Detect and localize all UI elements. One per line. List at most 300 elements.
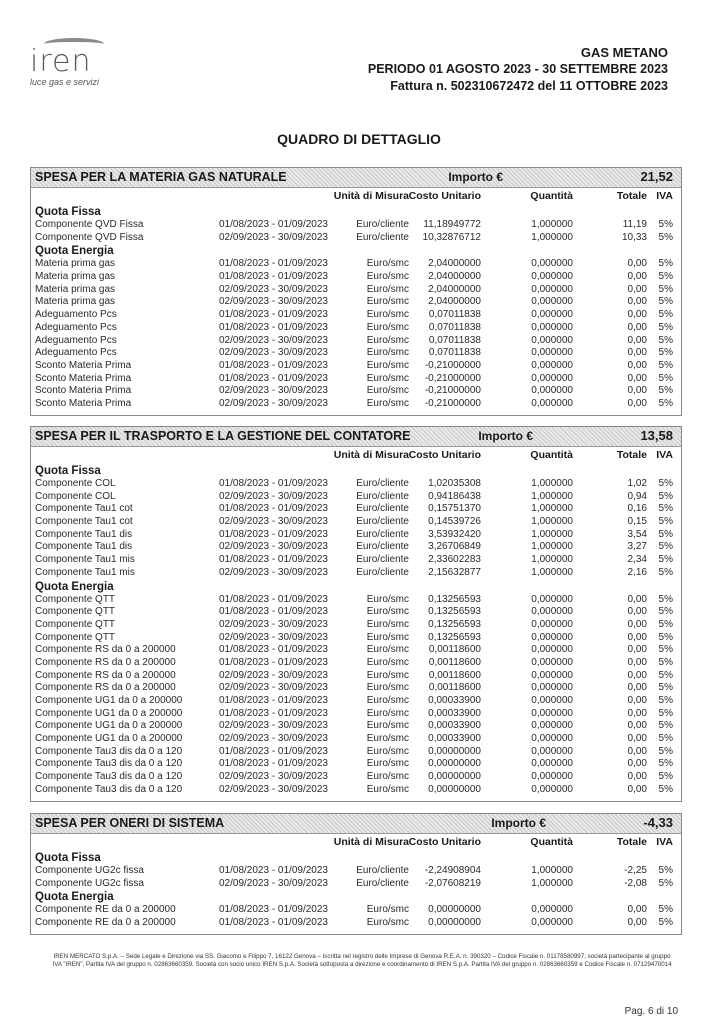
row-description: Componente UG2c fissa — [35, 877, 144, 889]
row-period: 01/08/2023 - 01/09/2023 — [219, 904, 328, 916]
product-name: GAS METANO — [580, 45, 668, 60]
row-period: 02/09/2023 - 30/09/2023 — [219, 283, 328, 295]
row-quantity: 0,000000 — [531, 296, 573, 308]
table-row — [31, 385, 681, 398]
row-vat: 5% — [658, 503, 673, 515]
column-headers — [31, 447, 681, 464]
row-unit: Euro/smc — [366, 745, 409, 757]
row-description: Materia prima gas — [35, 283, 116, 295]
row-unit-cost: 3,26706849 — [428, 541, 481, 553]
row-description: Adeguamento Pcs — [35, 309, 117, 321]
row-period: 01/08/2023 - 01/09/2023 — [219, 359, 328, 371]
section-header-bar — [31, 168, 681, 188]
row-quantity: 0,000000 — [531, 334, 573, 346]
section-oneri-sistema — [30, 813, 682, 935]
row-total: 0,00 — [627, 682, 647, 694]
row-unit: Euro/cliente — [356, 503, 409, 515]
row-vat: 5% — [658, 566, 673, 578]
row-unit: Euro/smc — [366, 682, 409, 694]
row-period: 01/08/2023 - 01/09/2023 — [219, 917, 328, 929]
section-title: SPESA PER ONERI DI SISTEMA — [35, 816, 225, 830]
row-description: Componente Tau1 cot — [35, 503, 133, 515]
row-vat: 5% — [658, 644, 673, 656]
table-row — [31, 373, 681, 386]
row-unit-cost: 0,94186438 — [428, 490, 481, 502]
row-unit: Euro/cliente — [356, 219, 409, 230]
row-total: -2,08 — [624, 877, 647, 889]
row-unit-cost: 0,15751370 — [428, 503, 481, 515]
table-row — [31, 733, 681, 746]
section-materia-gas — [30, 167, 682, 416]
row-quantity: 1,000000 — [531, 478, 573, 489]
row-total: 0,00 — [627, 606, 647, 618]
row-total: 0,00 — [627, 771, 647, 783]
row-vat: 5% — [658, 372, 673, 384]
row-period: 01/08/2023 - 01/09/2023 — [219, 644, 328, 656]
row-period: 01/08/2023 - 01/09/2023 — [219, 865, 328, 876]
row-unit: Euro/smc — [366, 656, 409, 668]
row-unit: Euro/smc — [366, 720, 409, 732]
row-quantity: 0,000000 — [531, 385, 573, 397]
row-total: 0,00 — [627, 283, 647, 295]
row-unit-cost: 0,00118600 — [428, 644, 481, 656]
row-unit: Euro/smc — [366, 669, 409, 681]
table-row — [31, 695, 681, 708]
row-vat: 5% — [658, 618, 673, 630]
row-vat: 5% — [658, 745, 673, 757]
row-period: 01/08/2023 - 01/09/2023 — [219, 758, 328, 770]
row-unit-cost: 2,04000000 — [428, 271, 481, 283]
row-quantity: 1,000000 — [531, 865, 573, 876]
column-header-cu: Costo Unitario — [408, 836, 481, 848]
row-vat: 5% — [658, 682, 673, 694]
row-period: 01/08/2023 - 01/09/2023 — [219, 554, 328, 566]
column-header-tot: Totale — [616, 836, 647, 848]
row-description: Componente RE da 0 a 200000 — [35, 917, 176, 929]
row-unit-cost: -0,21000000 — [424, 385, 481, 397]
row-unit-cost: 3,53932420 — [428, 528, 481, 540]
row-description: Componente Tau3 dis da 0 a 120 — [35, 758, 183, 770]
table-row — [31, 708, 681, 721]
row-unit-cost: -0,21000000 — [424, 397, 481, 409]
table-row — [31, 478, 681, 491]
page-number: Pag. 6 di 10 — [624, 1006, 678, 1017]
row-total: 3,27 — [627, 541, 647, 553]
column-header-tot: Totale — [616, 190, 647, 202]
row-total: 0,16 — [627, 503, 647, 515]
row-description: Componente COL — [35, 478, 116, 489]
row-period: 02/09/2023 - 30/09/2023 — [219, 490, 328, 502]
row-vat: 5% — [658, 631, 673, 643]
row-period: 02/09/2023 - 30/09/2023 — [219, 682, 328, 694]
row-period: 02/09/2023 - 30/09/2023 — [219, 877, 328, 889]
row-vat: 5% — [658, 283, 673, 295]
row-description: Sconto Materia Prima — [35, 372, 132, 384]
row-description: Materia prima gas — [35, 258, 116, 270]
row-unit-cost: 0,00000000 — [428, 783, 481, 795]
table-row — [31, 347, 681, 360]
row-description: Componente RS da 0 a 200000 — [35, 644, 176, 656]
column-header-iva: IVA — [656, 190, 673, 202]
row-vat: 5% — [658, 877, 673, 889]
table-row — [31, 541, 681, 554]
row-description: Componente Tau3 dis da 0 a 120 — [35, 783, 183, 795]
row-total: 0,00 — [627, 669, 647, 681]
row-period: 01/08/2023 - 01/09/2023 — [219, 219, 328, 230]
row-period: 02/09/2023 - 30/09/2023 — [219, 566, 328, 578]
row-unit: Euro/smc — [366, 758, 409, 770]
row-unit: Euro/smc — [366, 917, 409, 929]
row-vat: 5% — [658, 707, 673, 719]
table-row — [31, 606, 681, 619]
row-vat: 5% — [658, 231, 673, 243]
row-period: 02/09/2023 - 30/09/2023 — [219, 397, 328, 409]
row-period: 01/08/2023 - 01/09/2023 — [219, 695, 328, 706]
row-total: 0,00 — [627, 695, 647, 706]
row-description: Componente UG2c fissa — [35, 865, 144, 876]
row-period: 02/09/2023 - 30/09/2023 — [219, 720, 328, 732]
row-vat: 5% — [658, 771, 673, 783]
row-quantity: 1,000000 — [531, 503, 573, 515]
table-row — [31, 309, 681, 322]
table-row — [31, 771, 681, 784]
row-description: Sconto Materia Prima — [35, 385, 132, 397]
row-total: 0,00 — [627, 359, 647, 371]
table-row — [31, 758, 681, 771]
row-vat: 5% — [658, 593, 673, 605]
row-description: Componente QTT — [35, 606, 116, 618]
row-unit: Euro/smc — [366, 271, 409, 283]
row-description: Componente RE da 0 a 200000 — [35, 904, 176, 916]
row-quantity: 0,000000 — [531, 733, 573, 745]
row-total: 0,00 — [627, 334, 647, 346]
table-row — [31, 516, 681, 529]
row-unit-cost: -2,07608219 — [424, 877, 481, 889]
table-row — [31, 503, 681, 516]
row-quantity: 0,000000 — [531, 904, 573, 916]
row-quantity: 1,000000 — [531, 554, 573, 566]
table-row — [31, 322, 681, 335]
row-unit-cost: 1,02035308 — [428, 478, 481, 489]
row-unit: Euro/smc — [366, 783, 409, 795]
row-unit-cost: 0,00033900 — [428, 695, 481, 706]
row-period: 02/09/2023 - 30/09/2023 — [219, 296, 328, 308]
row-unit: Euro/smc — [366, 334, 409, 346]
row-total: 0,00 — [627, 631, 647, 643]
row-total: 11,19 — [622, 219, 647, 230]
row-unit-cost: 0,14539726 — [428, 516, 481, 528]
column-header-um: Unità di Misura — [333, 190, 409, 202]
column-header-iva: IVA — [656, 836, 673, 848]
table-row — [31, 219, 681, 232]
row-description: Componente Tau1 mis — [35, 554, 135, 566]
table-row — [31, 529, 681, 542]
table-row — [31, 258, 681, 271]
row-total: -2,25 — [624, 865, 647, 876]
row-vat: 5% — [658, 865, 673, 876]
row-vat: 5% — [658, 385, 673, 397]
row-description: Componente UG1 da 0 a 200000 — [35, 695, 183, 706]
row-quantity: 0,000000 — [531, 669, 573, 681]
row-unit: Euro/smc — [366, 296, 409, 308]
row-period: 02/09/2023 - 30/09/2023 — [219, 385, 328, 397]
row-total: 0,00 — [627, 385, 647, 397]
row-total: 0,00 — [627, 309, 647, 321]
row-quantity: 0,000000 — [531, 283, 573, 295]
column-header-iva: IVA — [656, 449, 673, 461]
row-quantity: 0,000000 — [531, 783, 573, 795]
row-quantity: 0,000000 — [531, 695, 573, 706]
column-header-tot: Totale — [616, 449, 647, 461]
row-description: Componente RS da 0 a 200000 — [35, 669, 176, 681]
section-title: SPESA PER IL TRASPORTO E LA GESTIONE DEL CONTATORE — [35, 429, 411, 443]
row-description: Componente COL — [35, 490, 116, 502]
column-header-cu: Costo Unitario — [408, 190, 481, 202]
row-period: 02/09/2023 - 30/09/2023 — [219, 669, 328, 681]
row-total: 2,16 — [627, 566, 647, 578]
row-unit-cost: 2,04000000 — [428, 258, 481, 270]
row-quantity: 1,000000 — [531, 231, 573, 243]
row-unit: Euro/cliente — [356, 528, 409, 540]
row-unit-cost: 0,00000000 — [428, 917, 481, 929]
row-period: 01/08/2023 - 01/09/2023 — [219, 656, 328, 668]
importo-value: 21,52 — [640, 169, 673, 184]
row-unit: Euro/smc — [366, 347, 409, 359]
row-description: Materia prima gas — [35, 271, 116, 283]
row-unit-cost: 0,00033900 — [428, 720, 481, 732]
row-period: 02/09/2023 - 30/09/2023 — [219, 631, 328, 643]
row-vat: 5% — [658, 271, 673, 283]
row-quantity: 1,000000 — [531, 490, 573, 502]
row-vat: 5% — [658, 516, 673, 528]
table-row — [31, 746, 681, 759]
row-description: Componente RS da 0 a 200000 — [35, 656, 176, 668]
row-period: 02/09/2023 - 30/09/2023 — [219, 771, 328, 783]
row-vat: 5% — [658, 541, 673, 553]
row-description: Adeguamento Pcs — [35, 347, 117, 359]
row-period: 01/08/2023 - 01/09/2023 — [219, 593, 328, 605]
table-row — [31, 271, 681, 284]
row-description: Componente UG1 da 0 a 200000 — [35, 733, 183, 745]
row-vat: 5% — [658, 528, 673, 540]
group-heading: Quota Energia — [35, 580, 114, 593]
row-unit: Euro/smc — [366, 258, 409, 270]
row-unit: Euro/smc — [366, 631, 409, 643]
row-description: Componente QTT — [35, 618, 116, 630]
row-unit-cost: 0,07011838 — [428, 309, 481, 321]
row-description: Componente QVD Fissa — [35, 219, 144, 230]
row-description: Adeguamento Pcs — [35, 321, 117, 333]
row-quantity: 1,000000 — [531, 516, 573, 528]
row-total: 0,00 — [627, 593, 647, 605]
row-vat: 5% — [658, 904, 673, 916]
row-total: 1,02 — [627, 478, 647, 489]
row-unit: Euro/cliente — [356, 478, 409, 489]
row-quantity: 0,000000 — [531, 271, 573, 283]
row-quantity: 0,000000 — [531, 917, 573, 929]
row-total: 0,00 — [627, 372, 647, 384]
row-unit: Euro/smc — [366, 593, 409, 605]
table-row — [31, 284, 681, 297]
row-quantity: 0,000000 — [531, 758, 573, 770]
table-row — [31, 232, 681, 245]
row-unit: Euro/smc — [366, 283, 409, 295]
row-vat: 5% — [658, 783, 673, 795]
row-quantity: 0,000000 — [531, 656, 573, 668]
row-period: 01/08/2023 - 01/09/2023 — [219, 372, 328, 384]
table-row — [31, 904, 681, 917]
importo-label: Importo € — [448, 170, 503, 184]
row-unit-cost: 0,07011838 — [428, 334, 481, 346]
row-total: 0,00 — [627, 656, 647, 668]
logo-tagline: luce gas e servizi — [30, 77, 100, 87]
row-unit-cost: 10,32876712 — [422, 231, 481, 243]
row-description: Componente RS da 0 a 200000 — [35, 682, 176, 694]
row-total: 0,00 — [627, 347, 647, 359]
row-vat: 5% — [658, 309, 673, 321]
row-unit-cost: 0,00000000 — [428, 745, 481, 757]
row-quantity: 0,000000 — [531, 720, 573, 732]
row-period: 02/09/2023 - 30/09/2023 — [219, 347, 328, 359]
row-period: 01/08/2023 - 01/09/2023 — [219, 321, 328, 333]
row-total: 0,00 — [627, 271, 647, 283]
row-total: 10,33 — [621, 231, 647, 243]
row-total: 2,34 — [627, 554, 647, 566]
group-heading: Quota Fissa — [35, 852, 101, 864]
row-quantity: 0,000000 — [531, 347, 573, 359]
row-vat: 5% — [658, 669, 673, 681]
row-unit: Euro/cliente — [356, 865, 409, 876]
column-header-cu: Costo Unitario — [408, 449, 481, 461]
row-period: 01/08/2023 - 01/09/2023 — [219, 707, 328, 719]
table-row — [31, 619, 681, 632]
row-quantity: 1,000000 — [531, 541, 573, 553]
row-total: 0,00 — [627, 258, 647, 270]
table-row — [31, 720, 681, 733]
table-row — [31, 296, 681, 309]
row-vat: 5% — [658, 321, 673, 333]
row-period: 02/09/2023 - 30/09/2023 — [219, 516, 328, 528]
column-header-q: Quantità — [530, 449, 573, 461]
row-unit-cost: -0,21000000 — [424, 359, 481, 371]
row-total: 0,15 — [627, 516, 647, 528]
legal-footer: IREN MERCATO S.p.A. – Sede Legale e Direzione via SS. Giacomo e Filippo 7, 16122 Genova – Iscritta nel registro delle Imprese di Genova R.E.A. n. 390320 – Codice Fiscale n. 01178580997, società partecipante al gruppo IVA "IREN", Partita IVA del gruppo n. 02863660359. Società con socio unico IREN S.p.A. Società sottoposta a direzione e coordinamento di IREN S.p.A. Partita IVA del gruppo n. 02863660359 e Codice Fiscale n. 07129470014 — [52, 953, 672, 968]
row-total: 0,00 — [627, 720, 647, 732]
row-quantity: 0,000000 — [531, 321, 573, 333]
group-heading: Quota Energia — [35, 245, 114, 258]
row-unit-cost: 2,33602283 — [428, 554, 481, 566]
row-period: 01/08/2023 - 01/09/2023 — [219, 528, 328, 540]
importo-label: Importo € — [478, 429, 533, 443]
row-quantity: 0,000000 — [531, 372, 573, 384]
row-quantity: 0,000000 — [531, 618, 573, 630]
row-unit: Euro/cliente — [356, 541, 409, 553]
row-quantity: 0,000000 — [531, 682, 573, 694]
row-vat: 5% — [658, 478, 673, 489]
row-unit-cost: -0,21000000 — [424, 372, 481, 384]
row-unit: Euro/smc — [366, 321, 409, 333]
row-unit-cost: 2,15632877 — [428, 566, 481, 578]
row-unit-cost: -2,24908904 — [424, 865, 481, 876]
row-unit: Euro/cliente — [356, 554, 409, 566]
table-row — [31, 554, 681, 567]
row-period: 02/09/2023 - 30/09/2023 — [219, 733, 328, 745]
row-period: 01/08/2023 - 01/09/2023 — [219, 271, 328, 283]
row-unit: Euro/cliente — [356, 231, 409, 243]
row-quantity: 1,000000 — [531, 877, 573, 889]
row-unit-cost: 0,07011838 — [428, 321, 481, 333]
row-vat: 5% — [658, 720, 673, 732]
row-description: Componente Tau1 dis — [35, 528, 133, 540]
row-period: 02/09/2023 - 30/09/2023 — [219, 618, 328, 630]
row-unit: Euro/smc — [366, 733, 409, 745]
row-description: Componente UG1 da 0 a 200000 — [35, 707, 183, 719]
row-unit: Euro/smc — [366, 707, 409, 719]
table-row — [31, 644, 681, 657]
row-unit-cost: 0,13256593 — [428, 631, 481, 643]
section-header-bar — [31, 427, 681, 447]
row-total: 0,00 — [627, 733, 647, 745]
row-period: 02/09/2023 - 30/09/2023 — [219, 334, 328, 346]
row-total: 0,00 — [627, 644, 647, 656]
row-total: 0,00 — [627, 618, 647, 630]
row-unit-cost: 0,00000000 — [428, 904, 481, 916]
table-row — [31, 865, 681, 878]
row-quantity: 0,000000 — [531, 745, 573, 757]
row-unit-cost: 0,00033900 — [428, 733, 481, 745]
column-header-q: Quantità — [530, 190, 573, 202]
table-row — [31, 784, 681, 797]
row-unit: Euro/smc — [366, 904, 409, 916]
row-unit: Euro/smc — [366, 618, 409, 630]
table-row — [31, 878, 681, 891]
table-row — [31, 491, 681, 504]
row-vat: 5% — [658, 296, 673, 308]
group-heading: Quota Fissa — [35, 206, 101, 218]
group-heading: Quota Energia — [35, 891, 114, 904]
row-quantity: 0,000000 — [531, 771, 573, 783]
row-unit-cost: 2,04000000 — [428, 296, 481, 308]
row-total: 0,00 — [627, 397, 647, 409]
row-quantity: 1,000000 — [531, 528, 573, 540]
row-description: Componente Tau3 dis da 0 a 120 — [35, 771, 183, 783]
row-quantity: 0,000000 — [531, 707, 573, 719]
row-total: 0,00 — [627, 904, 647, 916]
row-period: 01/08/2023 - 01/09/2023 — [219, 258, 328, 270]
logo-wordmark: iren — [30, 44, 92, 79]
row-vat: 5% — [658, 359, 673, 371]
row-unit-cost: 0,00118600 — [428, 682, 481, 694]
column-header-q: Quantità — [530, 836, 573, 848]
table-row — [31, 682, 681, 695]
iren-logo — [30, 38, 120, 100]
table-row — [31, 917, 681, 930]
table-row — [31, 594, 681, 607]
row-total: 0,00 — [627, 745, 647, 757]
column-headers — [31, 834, 681, 851]
column-header-um: Unità di Misura — [333, 836, 409, 848]
row-unit-cost: 0,13256593 — [428, 593, 481, 605]
row-vat: 5% — [658, 258, 673, 270]
row-unit: Euro/smc — [366, 359, 409, 371]
row-unit: Euro/smc — [366, 385, 409, 397]
row-total: 0,00 — [627, 321, 647, 333]
row-quantity: 0,000000 — [531, 397, 573, 409]
row-unit-cost: 0,13256593 — [428, 606, 481, 618]
row-quantity: 1,000000 — [531, 566, 573, 578]
row-vat: 5% — [658, 397, 673, 409]
row-total: 0,00 — [627, 758, 647, 770]
